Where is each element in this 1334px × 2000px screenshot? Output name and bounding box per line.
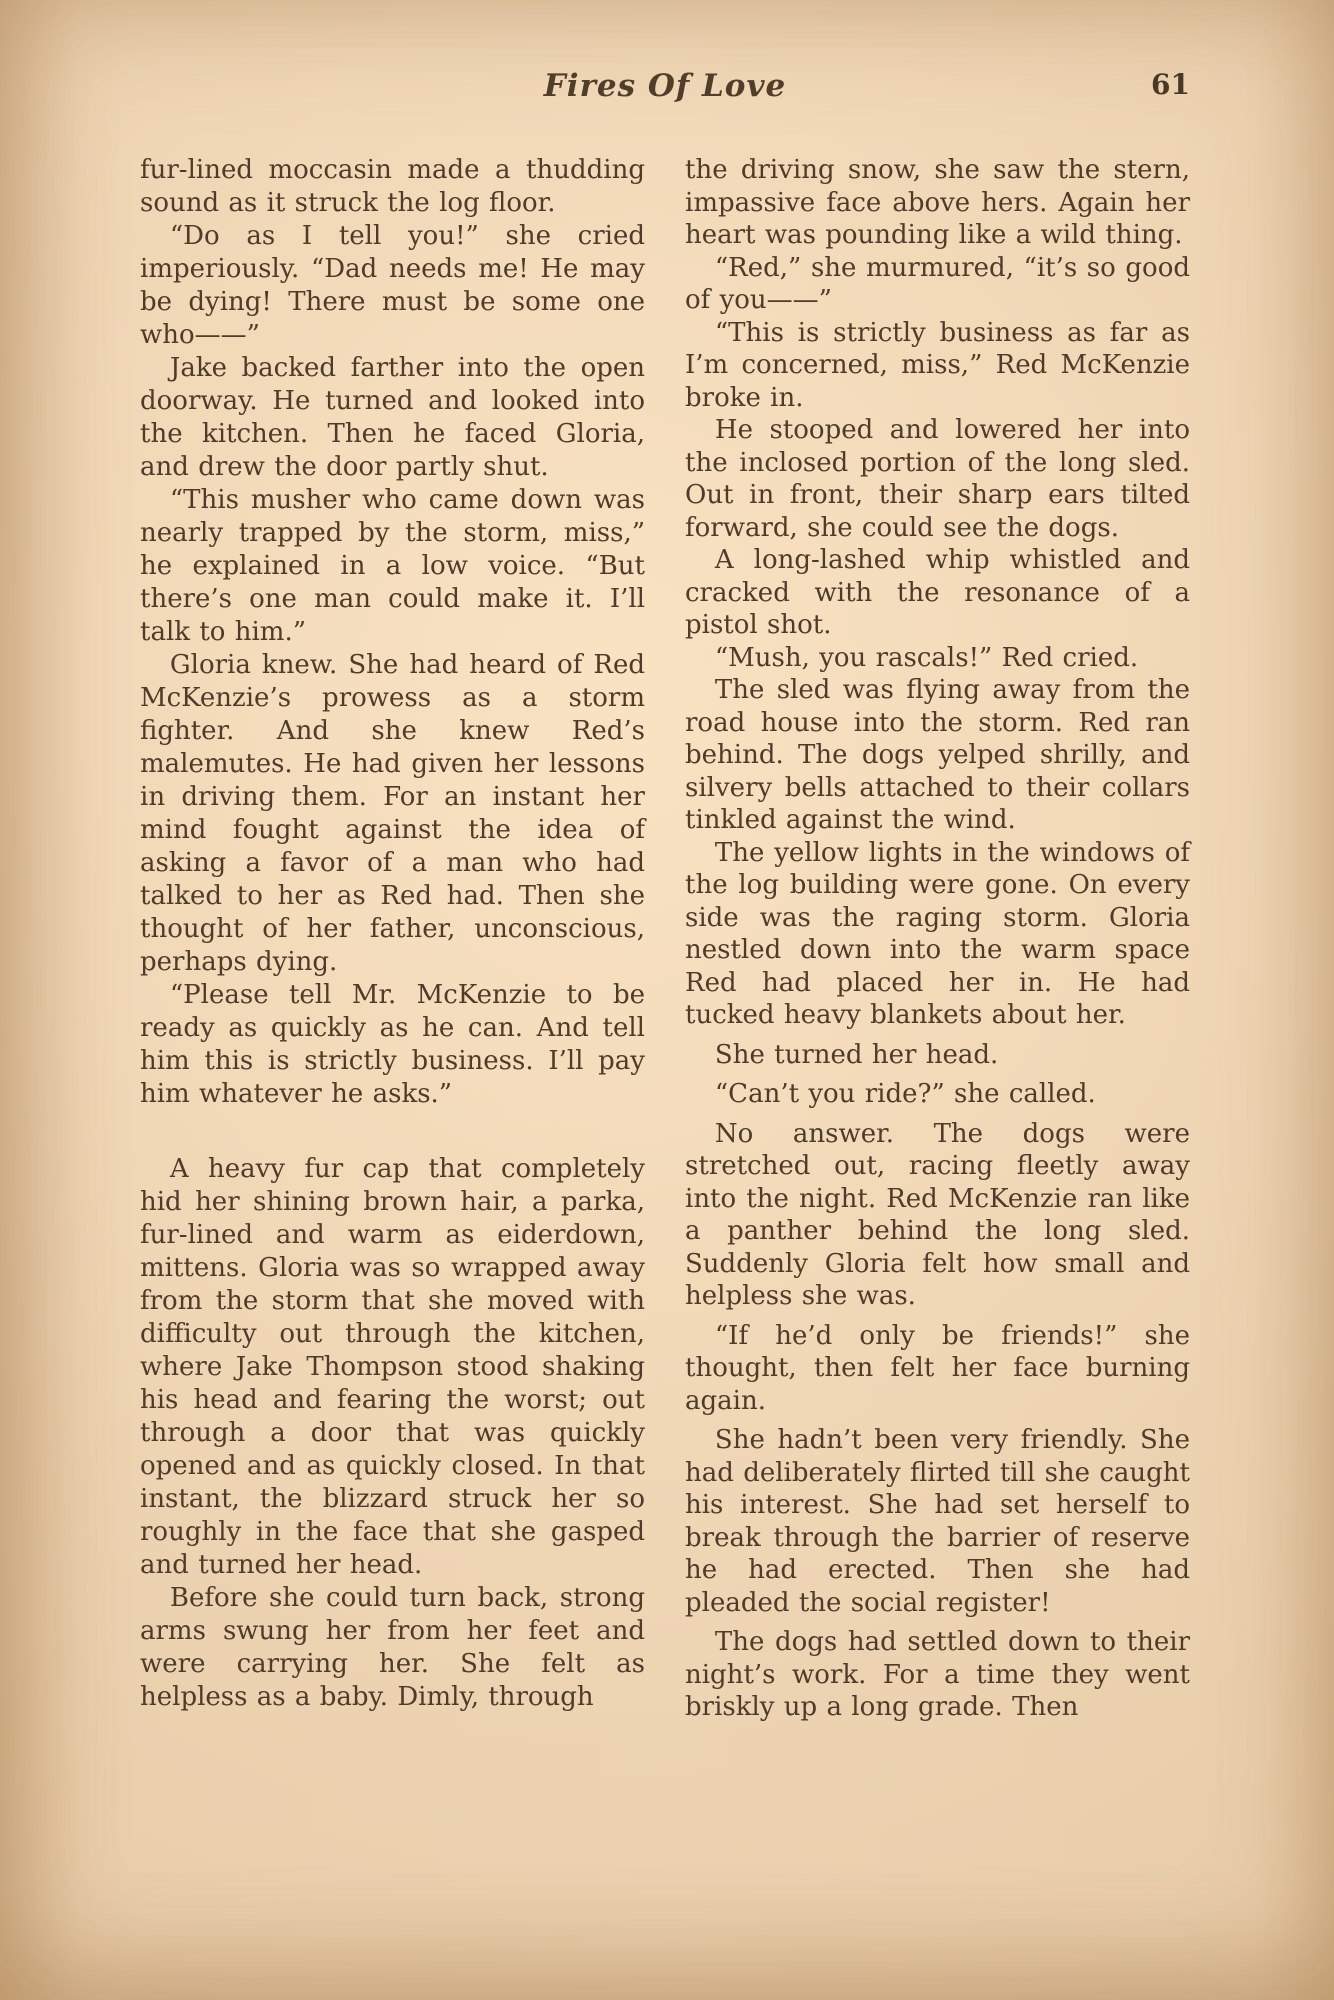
right-text-column	[685, 154, 1190, 1724]
paragraph: The sled was flying away from the road house into the storm. Red ran behind. The dogs yelped shrilly, and silvery bells attached to their collars tinkled against the wind.	[685, 675, 1190, 835]
paragraph: Gloria knew. She had heard of Red McKenzie’s prowess as a storm fighter. And she knew Red’s malemutes. He had given her lessons in driving them. For an instant her mind fought against the idea of asking a favor of a man who had talked to her as Red had. Then she thought of her father, unconscious, perhaps dying.	[140, 650, 645, 977]
paragraph: “Please tell Mr. McKenzie to be ready as quickly as he can. And tell him this is strictly business. I’ll pay him whatever he asks.”	[140, 980, 645, 1109]
paragraph: He stooped and lowered her into the inclosed portion of the long sled. Out in front, their sharp ears tilted forward, she could see the dogs.	[685, 415, 1190, 543]
paragraph: The yellow lights in the windows of the log building were gone. On every side was the raging storm. Gloria nestled down into the warm space Red had placed her in. He had tucked heavy blankets about her.	[685, 837, 1190, 1030]
paragraph: the driving snow, she saw the stern, impassive face above hers. Again her heart was pounding like a wild thing.	[685, 155, 1190, 250]
text-columns	[140, 154, 1190, 1724]
paragraph: Before she could turn back, strong arms swung her from her feet and were carrying her. She felt as helpless as a baby. Dimly, through	[140, 1583, 645, 1712]
paragraph: Jake backed farther into the open doorway. He turned and looked into the kitchen. Then he faced Gloria, and drew the door partly shut.	[140, 353, 645, 482]
left-text-column	[140, 154, 645, 1724]
paragraph: A heavy fur cap that completely hid her shining brown hair, a parka, fur-lined and warm as eiderdown, mittens. Gloria was so wrapped away from the storm that she moved with difficulty out through the kitchen, where Jake Thompson stood shaking his head and fearing the worst; out through a door that was quickly opened and as quickly closed. In that instant, the blizzard struck her so roughly in the face that she gasped and turned her head.	[140, 1154, 645, 1580]
paragraph: “This musher who came down was nearly trapped by the storm, miss,” he explained in a low voice. “But there’s one man could make it. I’ll talk to him.”	[140, 485, 645, 647]
paragraph: “This is strictly business as far as I’m concerned, miss,” Red McKenzie broke in.	[685, 317, 1190, 413]
paragraph: A long-lashed whip whistled and cracked with the resonance of a pistol shot.	[685, 545, 1190, 640]
paragraph: “Mush, you rascals!” Red cried.	[714, 642, 1139, 673]
paragraph: The dogs had settled down to their night’s work. For a time they went briskly up a long grade. Then	[685, 1627, 1190, 1722]
paragraph: “Can’t you ride?” she called.	[714, 1079, 1096, 1109]
paragraph: “Do as I tell you!” she cried imperiously. “Dad needs me! He may be dying! There must be some one who——”	[140, 221, 645, 350]
paragraph: fur-lined moccasin made a thudding sound as it struck the log floor.	[140, 155, 645, 218]
running-title: Fires Of Love	[543, 68, 787, 104]
page-header	[140, 0, 1190, 114]
paragraph: “If he’d only be friends!” she thought, then felt her face burning again.	[685, 1320, 1190, 1416]
paragraph: She turned her head.	[714, 1039, 999, 1070]
paragraph: She hadn’t been very friendly. She had deliberately flirted till she caught his interest. She had set herself to break through the barrier of reserve he had erected. Then she had pleaded the social register!	[685, 1425, 1190, 1618]
paragraph: “Red,” she murmured, “it’s so good of you——”	[685, 252, 1190, 315]
page-number: 61	[1151, 68, 1190, 101]
paragraph: No answer. The dogs were stretched out, racing fleetly away into the night. Red McKenzie ran like a panther behind the long sled. Suddenly Gloria felt how small and helpless she was.	[685, 1118, 1190, 1311]
